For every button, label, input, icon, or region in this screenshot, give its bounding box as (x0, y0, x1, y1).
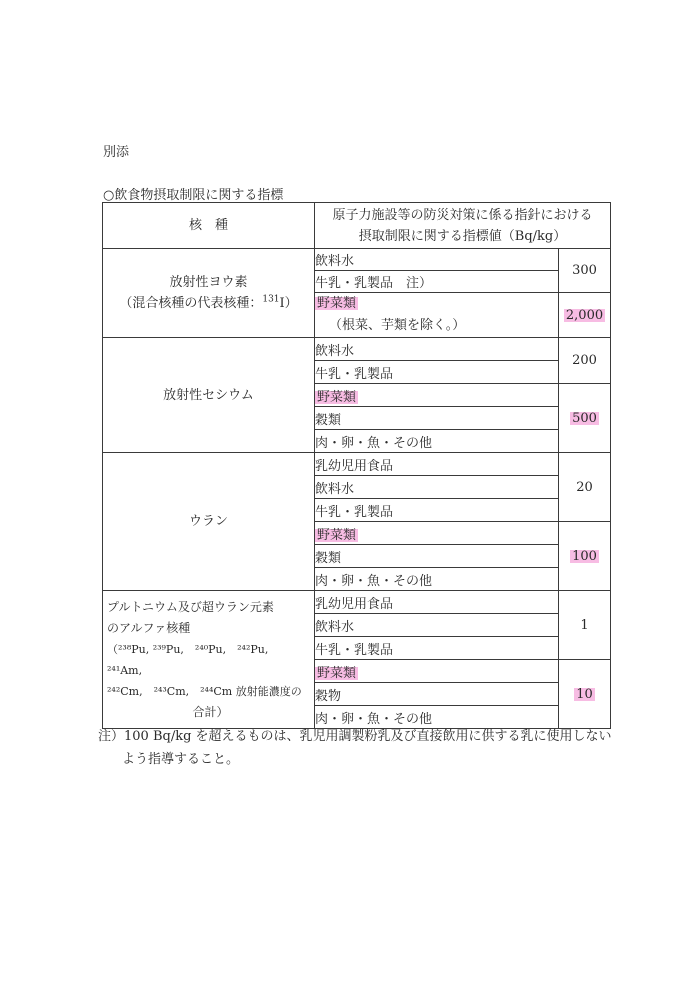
food-meat-egg-fish-other: 肉・卵・魚・その他 (315, 706, 559, 729)
table-row (103, 591, 611, 614)
food-grains: 穀類 (315, 545, 559, 568)
footnote-line1: 注）100 Bq/kg を超えるものは、乳児用調製粉乳及び直接飲用に供する乳に使用しない (98, 729, 612, 744)
food-infant: 乳幼児用食品 (315, 591, 559, 614)
header-limit-line2: 摂取制限に関する指標値（Bq/kg） (358, 228, 567, 244)
header-limit-line1: 原子力施設等の防災対策に係る指針における (332, 207, 593, 223)
nuclide-label-cont: のアルファ核種 (107, 620, 191, 635)
food-grains: 穀類 (315, 407, 559, 430)
limit-value-highlighted: 100 (559, 522, 611, 591)
food-vegetables (315, 660, 559, 683)
food-milk-dairy: 牛乳・乳製品 (315, 637, 559, 660)
food-infant: 乳幼児用食品 (315, 453, 559, 476)
food-grains: 穀物 (315, 683, 559, 706)
highlighted-food: 野菜類 (317, 296, 357, 311)
limit-value: 1 (559, 591, 611, 660)
header-limit-value (315, 203, 611, 249)
highlighted-food: 野菜類 (317, 527, 357, 543)
food-meat-egg-fish-other: 肉・卵・魚・その他 (315, 568, 559, 591)
limit-value-highlighted: 2,000 (559, 293, 611, 338)
food-vegetables (315, 293, 559, 338)
isotope-list-end: 合計） (192, 704, 229, 719)
section-heading: ○飲食物摂取制限に関する指標 (103, 188, 284, 203)
limit-value-highlighted: 10 (559, 660, 611, 729)
nuclide-uranium (103, 453, 315, 591)
isotope-list-cont: ²⁴²Cm, ²⁴³Cm, ²⁴⁴Cm 放射能濃度の (107, 684, 302, 698)
table-row (103, 338, 611, 361)
nuclide-cesium (103, 338, 315, 453)
footnote (98, 725, 658, 771)
highlighted-food: 野菜類 (317, 389, 357, 405)
food-milk-dairy: 牛乳・乳製品 (315, 499, 559, 522)
table-row (103, 453, 611, 476)
food-vegetables (315, 522, 559, 545)
highlighted-food: 野菜類 (317, 665, 357, 681)
intake-limit-table (102, 202, 611, 729)
nuclide-label: プルトニウム及び超ウラン元素 (107, 599, 274, 614)
food-milk-dairy: 牛乳・乳製品 (315, 361, 559, 384)
food-vegetables (315, 384, 559, 407)
table-row (103, 249, 611, 271)
annex-label: 別添 (103, 145, 130, 160)
nuclide-label: 放射性セシウム (163, 387, 254, 403)
isotope-list: （²³⁸Pu, ²³⁹Pu, ²⁴⁰Pu, ²⁴²Pu, ²⁴¹Am, (107, 642, 280, 677)
limit-value: 200 (559, 338, 611, 384)
nuclide-iodine (103, 249, 315, 338)
limit-value-highlighted: 500 (559, 384, 611, 453)
food-drinking-water: 飲料水 (315, 614, 559, 637)
limit-value: 300 (559, 249, 611, 293)
nuclide-label: ウラン (188, 514, 228, 529)
footnote-line2: よう指導すること。 (122, 752, 240, 767)
isotope-mass-number: 131 (262, 294, 280, 305)
food-drinking-water: 飲料水 (315, 476, 559, 499)
limit-value: 20 (559, 453, 611, 522)
nuclide-plutonium-transuranic (103, 591, 315, 729)
food-milk-dairy: 牛乳・乳製品 注） (315, 271, 559, 293)
header-nuclide: 核 種 (103, 203, 315, 249)
food-exclusion-note: （根菜、芋類を除く。） (329, 318, 466, 333)
food-drinking-water: 飲料水 (315, 249, 559, 271)
food-meat-egg-fish-other: 肉・卵・魚・その他 (315, 430, 559, 453)
nuclide-label: 放射性ヨウ素 (169, 275, 248, 290)
food-drinking-water: 飲料水 (315, 338, 559, 361)
table-header-row (103, 203, 611, 249)
nuclide-sublabel: （混合核種の代表核種：$^{131}$I） (119, 294, 298, 311)
